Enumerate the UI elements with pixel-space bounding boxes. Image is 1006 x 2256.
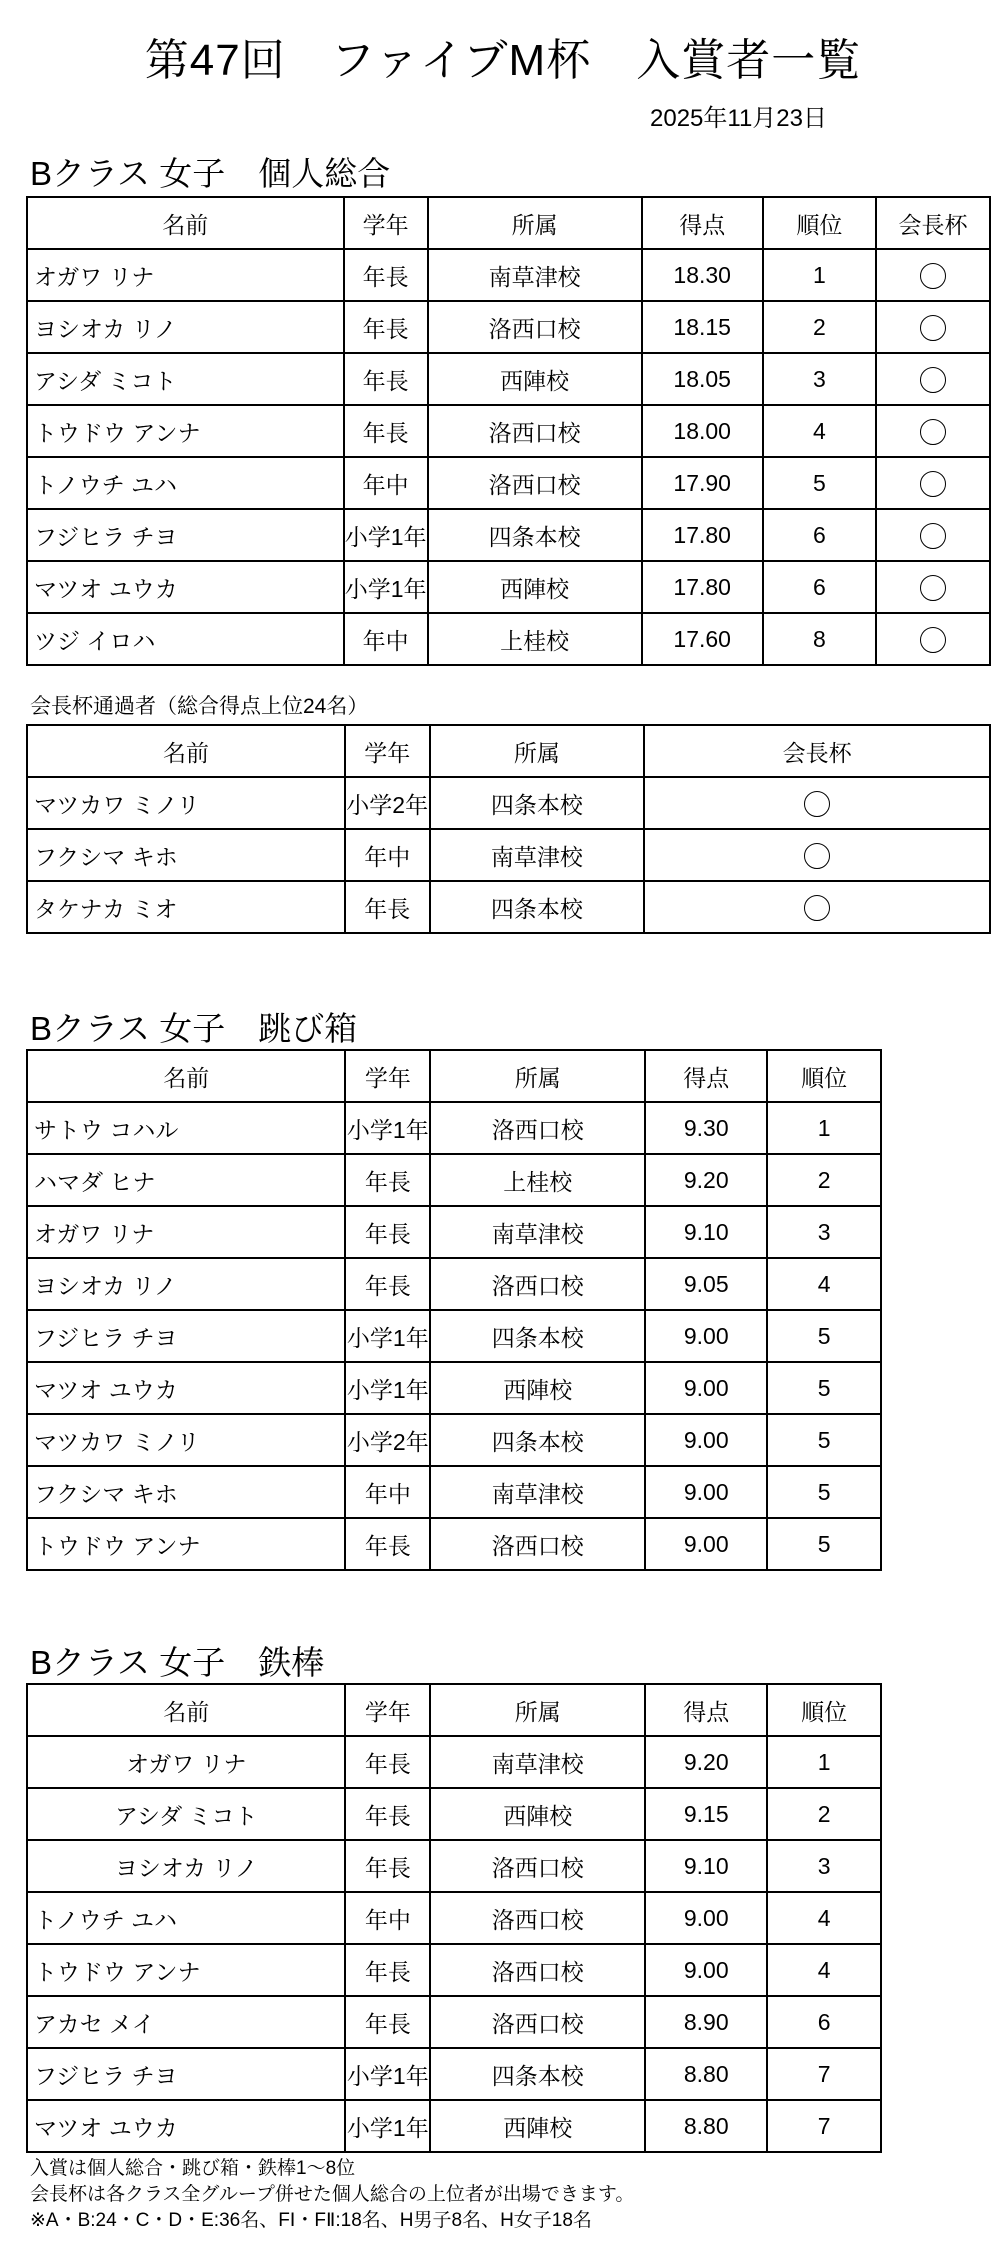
header-row — [27, 197, 990, 249]
table-cell: 6 — [767, 1996, 881, 2048]
table-cell: 西陣校 — [428, 561, 642, 613]
table-cell: 年長 — [345, 1154, 430, 1206]
table-cell: 9.00 — [645, 1944, 767, 1996]
event-date: 2025年11月23日 — [650, 105, 827, 132]
table-cell: トウドウ アンナ — [27, 405, 344, 457]
qualifiers-caption: 会長杯通過者（総合得点上位24名） — [30, 695, 369, 718]
circle-mark-icon — [920, 419, 946, 445]
table-cell: 4 — [767, 1892, 881, 1944]
table-cell: ハマダ ヒナ — [27, 1154, 345, 1206]
table-cell: 南草津校 — [428, 249, 642, 301]
table-cell: 洛西口校 — [430, 1996, 645, 2048]
qualifiers-table — [26, 724, 991, 934]
table-cell: オガワ リナ — [27, 1206, 345, 1258]
cup-qualified-cell — [876, 561, 990, 613]
table-cell: 9.00 — [645, 1362, 767, 1414]
table-cell: 南草津校 — [430, 1206, 645, 1258]
column-header: 所属 — [428, 197, 642, 249]
table-cell: 18.00 — [642, 405, 763, 457]
table-cell: 四条本校 — [430, 2048, 645, 2100]
table-cell: 9.05 — [645, 1258, 767, 1310]
column-header: 得点 — [645, 1684, 767, 1736]
table-row — [27, 1996, 881, 2048]
table-cell: 南草津校 — [430, 829, 645, 881]
table-cell: トノウチ ユハ — [27, 457, 344, 509]
table-cell: 年長 — [345, 1736, 430, 1788]
table-cell: 7 — [767, 2048, 881, 2100]
table-cell: 年長 — [344, 301, 428, 353]
table-cell: 南草津校 — [430, 1466, 645, 1518]
header-row — [27, 1050, 881, 1102]
table-cell: タケナカ ミオ — [27, 881, 345, 933]
table-cell: 8 — [763, 613, 876, 665]
table-cell: 3 — [767, 1840, 881, 1892]
table-cell: 年長 — [345, 1944, 430, 1996]
table-cell: 西陣校 — [428, 353, 642, 405]
table-cell: フジヒラ チヨ — [27, 1310, 345, 1362]
table-cell: 年長 — [345, 881, 430, 933]
table-cell: 5 — [767, 1414, 881, 1466]
table-cell: トウドウ アンナ — [27, 1944, 345, 1996]
table-cell: マツカワ ミノリ — [27, 777, 345, 829]
column-header: 順位 — [763, 197, 876, 249]
table-cell: 小学2年 — [345, 777, 430, 829]
table-cell: ヨシオカ リノ — [27, 301, 344, 353]
table-cell: 8.90 — [645, 1996, 767, 2048]
table-cell: 年中 — [345, 829, 430, 881]
section-title-vault: Bクラス 女子 跳び箱 — [30, 1010, 358, 1047]
table-cell: 9.20 — [645, 1736, 767, 1788]
cup-qualified-cell — [876, 301, 990, 353]
table-cell: アシダ ミコト — [27, 1788, 345, 1840]
table-row — [27, 1518, 881, 1570]
cup-qualified-cell — [644, 881, 990, 933]
table-cell: 6 — [763, 561, 876, 613]
table-cell: アカセ メイ — [27, 1996, 345, 2048]
circle-mark-icon — [920, 627, 946, 653]
table-cell: 4 — [767, 1258, 881, 1310]
table-cell: フジヒラ チヨ — [27, 509, 344, 561]
table-cell: ツジ イロハ — [27, 613, 344, 665]
table-row — [27, 1362, 881, 1414]
circle-mark-icon — [920, 523, 946, 549]
table-cell: 8.80 — [645, 2048, 767, 2100]
column-header: 名前 — [27, 1050, 345, 1102]
table-cell: 小学1年 — [345, 2100, 430, 2152]
table-cell: オガワ リナ — [27, 249, 344, 301]
table-row — [27, 457, 990, 509]
table-row — [27, 613, 990, 665]
table-row — [27, 829, 990, 881]
table-cell: 洛西口校 — [430, 1258, 645, 1310]
table-cell: 小学1年 — [345, 1102, 430, 1154]
table-cell: 5 — [767, 1466, 881, 1518]
cup-qualified-cell — [876, 509, 990, 561]
table-cell: アシダ ミコト — [27, 353, 344, 405]
table-cell: 洛西口校 — [430, 1518, 645, 1570]
table-row — [27, 2048, 881, 2100]
table-cell: 17.80 — [642, 509, 763, 561]
table-cell: 年中 — [344, 613, 428, 665]
column-header: 会長杯 — [644, 725, 990, 777]
table-cell: 上桂校 — [430, 1154, 645, 1206]
table-cell: 洛西口校 — [430, 1102, 645, 1154]
table-cell: 6 — [763, 509, 876, 561]
table-cell: 年長 — [345, 1206, 430, 1258]
table-cell: 年中 — [344, 457, 428, 509]
circle-mark-icon — [920, 263, 946, 289]
table-cell: 西陣校 — [430, 1788, 645, 1840]
table-row — [27, 249, 990, 301]
column-header: 所属 — [430, 1050, 645, 1102]
table-cell: 年中 — [345, 1892, 430, 1944]
table-cell: 9.10 — [645, 1206, 767, 1258]
vault-results-table — [26, 1049, 882, 1571]
circle-mark-icon — [804, 895, 830, 921]
table-cell: ヨシオカ リノ — [27, 1258, 345, 1310]
table-cell: 1 — [763, 249, 876, 301]
table-cell: 2 — [767, 1154, 881, 1206]
column-header: 学年 — [344, 197, 428, 249]
table-cell: 5 — [763, 457, 876, 509]
table-cell: 四条本校 — [430, 777, 645, 829]
table-cell: ヨシオカ リノ — [27, 1840, 345, 1892]
table-row — [27, 2100, 881, 2152]
table-row — [27, 509, 990, 561]
table-row — [27, 561, 990, 613]
column-header: 会長杯 — [876, 197, 990, 249]
column-header: 名前 — [27, 197, 344, 249]
table-cell: 南草津校 — [430, 1736, 645, 1788]
table-cell: 9.00 — [645, 1310, 767, 1362]
table-cell: 9.10 — [645, 1840, 767, 1892]
table-cell: 年長 — [345, 1788, 430, 1840]
table-cell: 9.15 — [645, 1788, 767, 1840]
table-row — [27, 1154, 881, 1206]
table-cell: 4 — [767, 1944, 881, 1996]
table-row — [27, 301, 990, 353]
table-cell: 年長 — [345, 1258, 430, 1310]
cup-qualified-cell — [876, 353, 990, 405]
note-2: 会長杯は各クラス全グループ併せた個人総合の上位者が出場できます。 — [30, 2184, 635, 2205]
circle-mark-icon — [920, 367, 946, 393]
header-row — [27, 725, 990, 777]
table-cell: 洛西口校 — [430, 1840, 645, 1892]
section-title-bar: Bクラス 女子 鉄棒 — [30, 1644, 325, 1681]
table-cell: 洛西口校 — [428, 457, 642, 509]
table-cell: 9.00 — [645, 1892, 767, 1944]
table-cell: 小学1年 — [345, 1310, 430, 1362]
table-cell: 18.30 — [642, 249, 763, 301]
table-cell: 年長 — [344, 249, 428, 301]
table-row — [27, 405, 990, 457]
table-cell: 2 — [767, 1788, 881, 1840]
table-cell: 西陣校 — [430, 2100, 645, 2152]
table-cell: マツカワ ミノリ — [27, 1414, 345, 1466]
table-cell: 年長 — [345, 1518, 430, 1570]
column-header: 順位 — [767, 1050, 881, 1102]
column-header: 所属 — [430, 1684, 645, 1736]
table-row — [27, 777, 990, 829]
table-cell: トウドウ アンナ — [27, 1518, 345, 1570]
circle-mark-icon — [804, 843, 830, 869]
table-row — [27, 1736, 881, 1788]
table-cell: 小学1年 — [344, 561, 428, 613]
cup-qualified-cell — [644, 829, 990, 881]
note-1: 入賞は個人総合・跳び箱・鉄棒1～8位 — [30, 2158, 356, 2179]
table-cell: 四条本校 — [428, 509, 642, 561]
cup-qualified-cell — [644, 777, 990, 829]
table-row — [27, 1414, 881, 1466]
table-cell: 5 — [767, 1362, 881, 1414]
table-cell: 17.80 — [642, 561, 763, 613]
circle-mark-icon — [804, 791, 830, 817]
column-header: 名前 — [27, 725, 345, 777]
table-cell: フジヒラ チヨ — [27, 2048, 345, 2100]
table-cell: 年長 — [345, 1840, 430, 1892]
table-row — [27, 353, 990, 405]
table-cell: 小学1年 — [345, 2048, 430, 2100]
table-cell: 1 — [767, 1736, 881, 1788]
cup-qualified-cell — [876, 613, 990, 665]
table-cell: 4 — [763, 405, 876, 457]
cup-qualified-cell — [876, 457, 990, 509]
table-cell: フクシマ キホ — [27, 1466, 345, 1518]
table-row — [27, 1840, 881, 1892]
table-cell: オガワ リナ — [27, 1736, 345, 1788]
table-row — [27, 1310, 881, 1362]
table-row — [27, 1944, 881, 1996]
table-row — [27, 1788, 881, 1840]
table-cell: 洛西口校 — [430, 1892, 645, 1944]
table-cell: 小学1年 — [345, 1362, 430, 1414]
table-cell: 上桂校 — [428, 613, 642, 665]
table-cell: 四条本校 — [430, 881, 645, 933]
cup-qualified-cell — [876, 249, 990, 301]
table-cell: 洛西口校 — [428, 301, 642, 353]
page-title: 第47回 ファイブM杯 入賞者一覧 — [144, 36, 862, 85]
table-cell: 9.00 — [645, 1466, 767, 1518]
table-cell: 年長 — [344, 353, 428, 405]
cup-qualified-cell — [876, 405, 990, 457]
table-cell: フクシマ キホ — [27, 829, 345, 881]
circle-mark-icon — [920, 315, 946, 341]
column-header: 所属 — [430, 725, 645, 777]
table-cell: サトウ コハル — [27, 1102, 345, 1154]
table-cell: 1 — [767, 1102, 881, 1154]
column-header: 名前 — [27, 1684, 345, 1736]
section-title-overall: Bクラス 女子 個人総合 — [30, 155, 391, 192]
table-cell: 洛西口校 — [430, 1944, 645, 1996]
table-cell: 年長 — [345, 1996, 430, 2048]
table-cell: 四条本校 — [430, 1414, 645, 1466]
overall-results-table — [26, 196, 991, 666]
table-cell: 9.20 — [645, 1154, 767, 1206]
table-cell: 9.30 — [645, 1102, 767, 1154]
table-row — [27, 1892, 881, 1944]
circle-mark-icon — [920, 471, 946, 497]
table-cell: マツオ ユウカ — [27, 2100, 345, 2152]
table-cell: 7 — [767, 2100, 881, 2152]
table-cell: 9.00 — [645, 1414, 767, 1466]
table-row — [27, 881, 990, 933]
table-cell: 17.90 — [642, 457, 763, 509]
table-row — [27, 1466, 881, 1518]
table-row — [27, 1102, 881, 1154]
table-cell: 3 — [767, 1206, 881, 1258]
table-cell: 洛西口校 — [428, 405, 642, 457]
table-cell: 西陣校 — [430, 1362, 645, 1414]
note-3: ※A・B:24・C・D・E:36名、FⅠ・FⅡ:18名、H男子8名、H女子18名 — [30, 2210, 592, 2231]
table-cell: 18.05 — [642, 353, 763, 405]
table-cell: 小学2年 — [345, 1414, 430, 1466]
table-cell: 9.00 — [645, 1518, 767, 1570]
header-row — [27, 1684, 881, 1736]
table-cell: 18.15 — [642, 301, 763, 353]
circle-mark-icon — [920, 575, 946, 601]
table-cell: 四条本校 — [430, 1310, 645, 1362]
table-cell: 2 — [763, 301, 876, 353]
column-header: 学年 — [345, 1684, 430, 1736]
bar-results-table — [26, 1683, 882, 2153]
table-cell: 3 — [763, 353, 876, 405]
column-header: 学年 — [345, 725, 430, 777]
table-cell: マツオ ユウカ — [27, 1362, 345, 1414]
table-cell: 年中 — [345, 1466, 430, 1518]
table-cell: 8.80 — [645, 2100, 767, 2152]
table-cell: 17.60 — [642, 613, 763, 665]
column-header: 得点 — [642, 197, 763, 249]
table-row — [27, 1206, 881, 1258]
column-header: 学年 — [345, 1050, 430, 1102]
table-cell: マツオ ユウカ — [27, 561, 344, 613]
table-row — [27, 1258, 881, 1310]
table-cell: 5 — [767, 1310, 881, 1362]
table-cell: 小学1年 — [344, 509, 428, 561]
table-cell: 5 — [767, 1518, 881, 1570]
column-header: 得点 — [645, 1050, 767, 1102]
table-cell: 年長 — [344, 405, 428, 457]
column-header: 順位 — [767, 1684, 881, 1736]
table-cell: トノウチ ユハ — [27, 1892, 345, 1944]
